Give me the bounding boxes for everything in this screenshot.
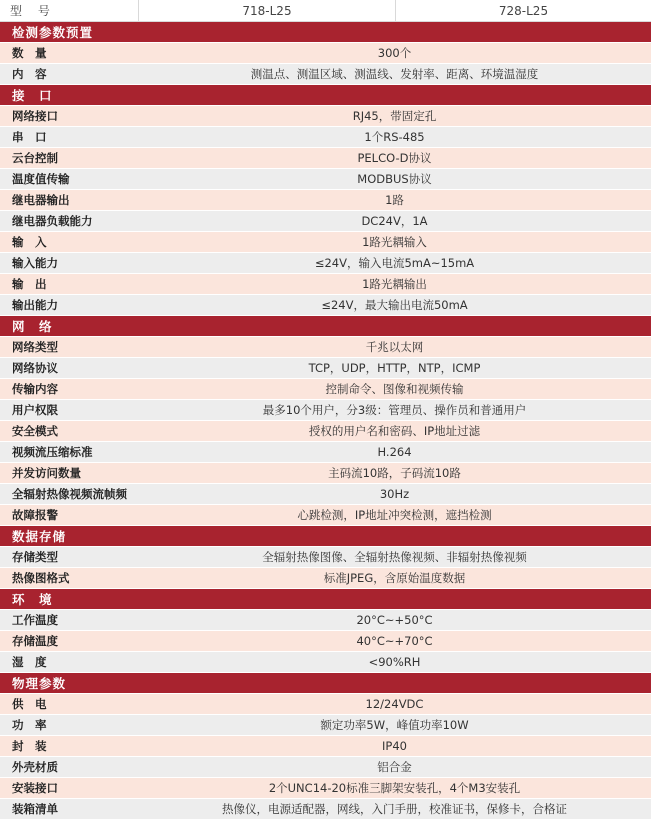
section-title: 环 境: [12, 592, 53, 607]
spec-value: MODBUS协议: [357, 172, 432, 186]
spec-value: 30Hz: [379, 487, 410, 501]
spec-row: [0, 778, 651, 799]
spec-value: PELCO-D协议: [357, 151, 432, 165]
section-header: [0, 589, 651, 610]
spec-value: H.264: [377, 445, 412, 459]
spec-value: 最多10个用户，分3级：管理员、操作员和普通用户: [262, 403, 527, 417]
spec-label: 继电器输出: [12, 193, 70, 207]
section-title: 网 络: [12, 319, 53, 334]
spec-label: 网络类型: [12, 340, 58, 354]
spec-row: [0, 442, 651, 463]
spec-row: [0, 127, 651, 148]
spec-row: [0, 568, 651, 589]
spec-row: [0, 736, 651, 757]
spec-value: 40°C~+70°C: [356, 634, 433, 648]
section-title: 物理参数: [12, 676, 67, 691]
spec-label: 传输内容: [12, 382, 58, 396]
spec-row: [0, 652, 651, 673]
spec-value: 1路光耦输入: [362, 235, 427, 249]
spec-value: 主码流10路，子码流10路: [328, 466, 461, 480]
spec-label: 输入能力: [12, 256, 58, 270]
spec-row: [0, 358, 651, 379]
spec-row: [0, 505, 651, 526]
spec-value: ≤24V，输入电流5mA~15mA: [314, 256, 475, 270]
spec-value: ≤24V，最大输出电流50mA: [321, 298, 468, 312]
spec-value: 全辐射热像图像、全辐射热像视频、非辐射热像视频: [262, 550, 527, 564]
spec-value: RJ45，带固定孔: [352, 109, 437, 123]
model-728-l25: 728-L25: [395, 0, 651, 21]
spec-row: [0, 337, 651, 358]
spec-label: 温度值传输: [12, 172, 70, 186]
spec-row: [0, 106, 651, 127]
spec-label: 输 入: [12, 235, 47, 249]
spec-value: 测温点、测温区域、测温线、发射率、距离、环境温湿度: [250, 67, 539, 81]
model-718-l25: 718-L25: [138, 0, 395, 21]
spec-value: 千兆以太网: [365, 340, 424, 354]
spec-label: 视频流压缩标准: [12, 445, 93, 459]
spec-row: [0, 694, 651, 715]
spec-label: 存储类型: [12, 550, 58, 564]
section-header: [0, 316, 651, 337]
spec-value: 控制命令、图像和视频传输: [325, 382, 464, 396]
spec-label: 全辐射热像视频流帧频: [12, 487, 127, 501]
spec-label: 热像图格式: [12, 571, 70, 585]
spec-value: 热像仪，电源适配器，网线，入门手册，校准证书，保修卡，合格证: [222, 802, 567, 816]
spec-row: [0, 547, 651, 568]
spec-value: 1个RS-485: [364, 130, 425, 144]
model-label: 型 号: [10, 4, 56, 18]
spec-label: 供 电: [12, 697, 47, 711]
spec-row: [0, 421, 651, 442]
spec-value: 心跳检测，IP地址冲突检测，遮挡检测: [297, 508, 492, 522]
spec-label: 串 口: [12, 130, 47, 144]
section-header: [0, 673, 651, 694]
spec-label: 安装接口: [12, 781, 58, 795]
spec-label: 内 容: [12, 67, 47, 81]
spec-label: 网络协议: [12, 361, 58, 375]
spec-value: 1路: [385, 193, 404, 207]
spec-row: [0, 715, 651, 736]
spec-label: 存储温度: [12, 634, 58, 648]
spec-value: 授权的用户名和密码、IP地址过滤: [308, 424, 481, 438]
spec-value: IP40: [382, 739, 407, 753]
spec-label: 湿 度: [12, 655, 47, 669]
spec-row: [0, 190, 651, 211]
spec-row: [0, 64, 651, 85]
spec-value: 300个: [377, 46, 412, 60]
spec-value: 12/24VDC: [365, 697, 424, 711]
spec-row: [0, 295, 651, 316]
spec-label: 继电器负载能力: [12, 214, 93, 228]
spec-value: 标准JPEG，含原始温度数据: [323, 571, 466, 585]
section-title: 数据存储: [12, 529, 67, 544]
spec-value: DC24V，1A: [361, 214, 428, 228]
spec-row: [0, 211, 651, 232]
model-header-row: [0, 0, 651, 22]
spec-label: 装箱清单: [12, 802, 58, 816]
spec-row: [0, 148, 651, 169]
spec-label: 封 装: [12, 739, 47, 753]
spec-row: [0, 379, 651, 400]
section-header: [0, 22, 651, 43]
spec-row: [0, 484, 651, 505]
spec-row: [0, 631, 651, 652]
spec-label: 安全模式: [12, 424, 58, 438]
section-header: [0, 526, 651, 547]
spec-row: [0, 232, 651, 253]
spec-label: 外壳材质: [12, 760, 58, 774]
spec-label: 并发访问数量: [12, 466, 81, 480]
spec-label: 网络接口: [12, 109, 58, 123]
spec-label: 输 出: [12, 277, 47, 291]
spec-row: [0, 43, 651, 64]
spec-value: 铝合金: [377, 760, 412, 774]
section-title: 检测参数预置: [12, 25, 94, 40]
spec-label: 输出能力: [12, 298, 58, 312]
spec-label: 数 量: [12, 46, 47, 60]
spec-row: [0, 274, 651, 295]
spec-label: 功 率: [12, 718, 47, 732]
spec-row: [0, 253, 651, 274]
spec-row: [0, 400, 651, 421]
section-title: 接 口: [12, 88, 53, 103]
spec-row: [0, 757, 651, 778]
spec-value: <90%RH: [368, 655, 421, 669]
spec-label: 工作温度: [12, 613, 58, 627]
spec-value: 额定功率5W，峰值功率10W: [320, 718, 469, 732]
spec-row: [0, 463, 651, 484]
spec-value: TCP，UDP，HTTP，NTP，ICMP: [308, 361, 481, 375]
spec-value: 2个UNC14-20标准三脚架安装孔，4个M3安装孔: [268, 781, 521, 795]
spec-value: 20°C~+50°C: [356, 613, 433, 627]
spec-row: [0, 610, 651, 631]
section-header: [0, 85, 651, 106]
spec-label: 用户权限: [12, 403, 58, 417]
spec-label: 故障报警: [12, 508, 58, 522]
spec-value: 1路光耦输出: [362, 277, 427, 291]
spec-row: [0, 799, 651, 820]
spec-row: [0, 169, 651, 190]
spec-label: 云台控制: [12, 151, 58, 165]
